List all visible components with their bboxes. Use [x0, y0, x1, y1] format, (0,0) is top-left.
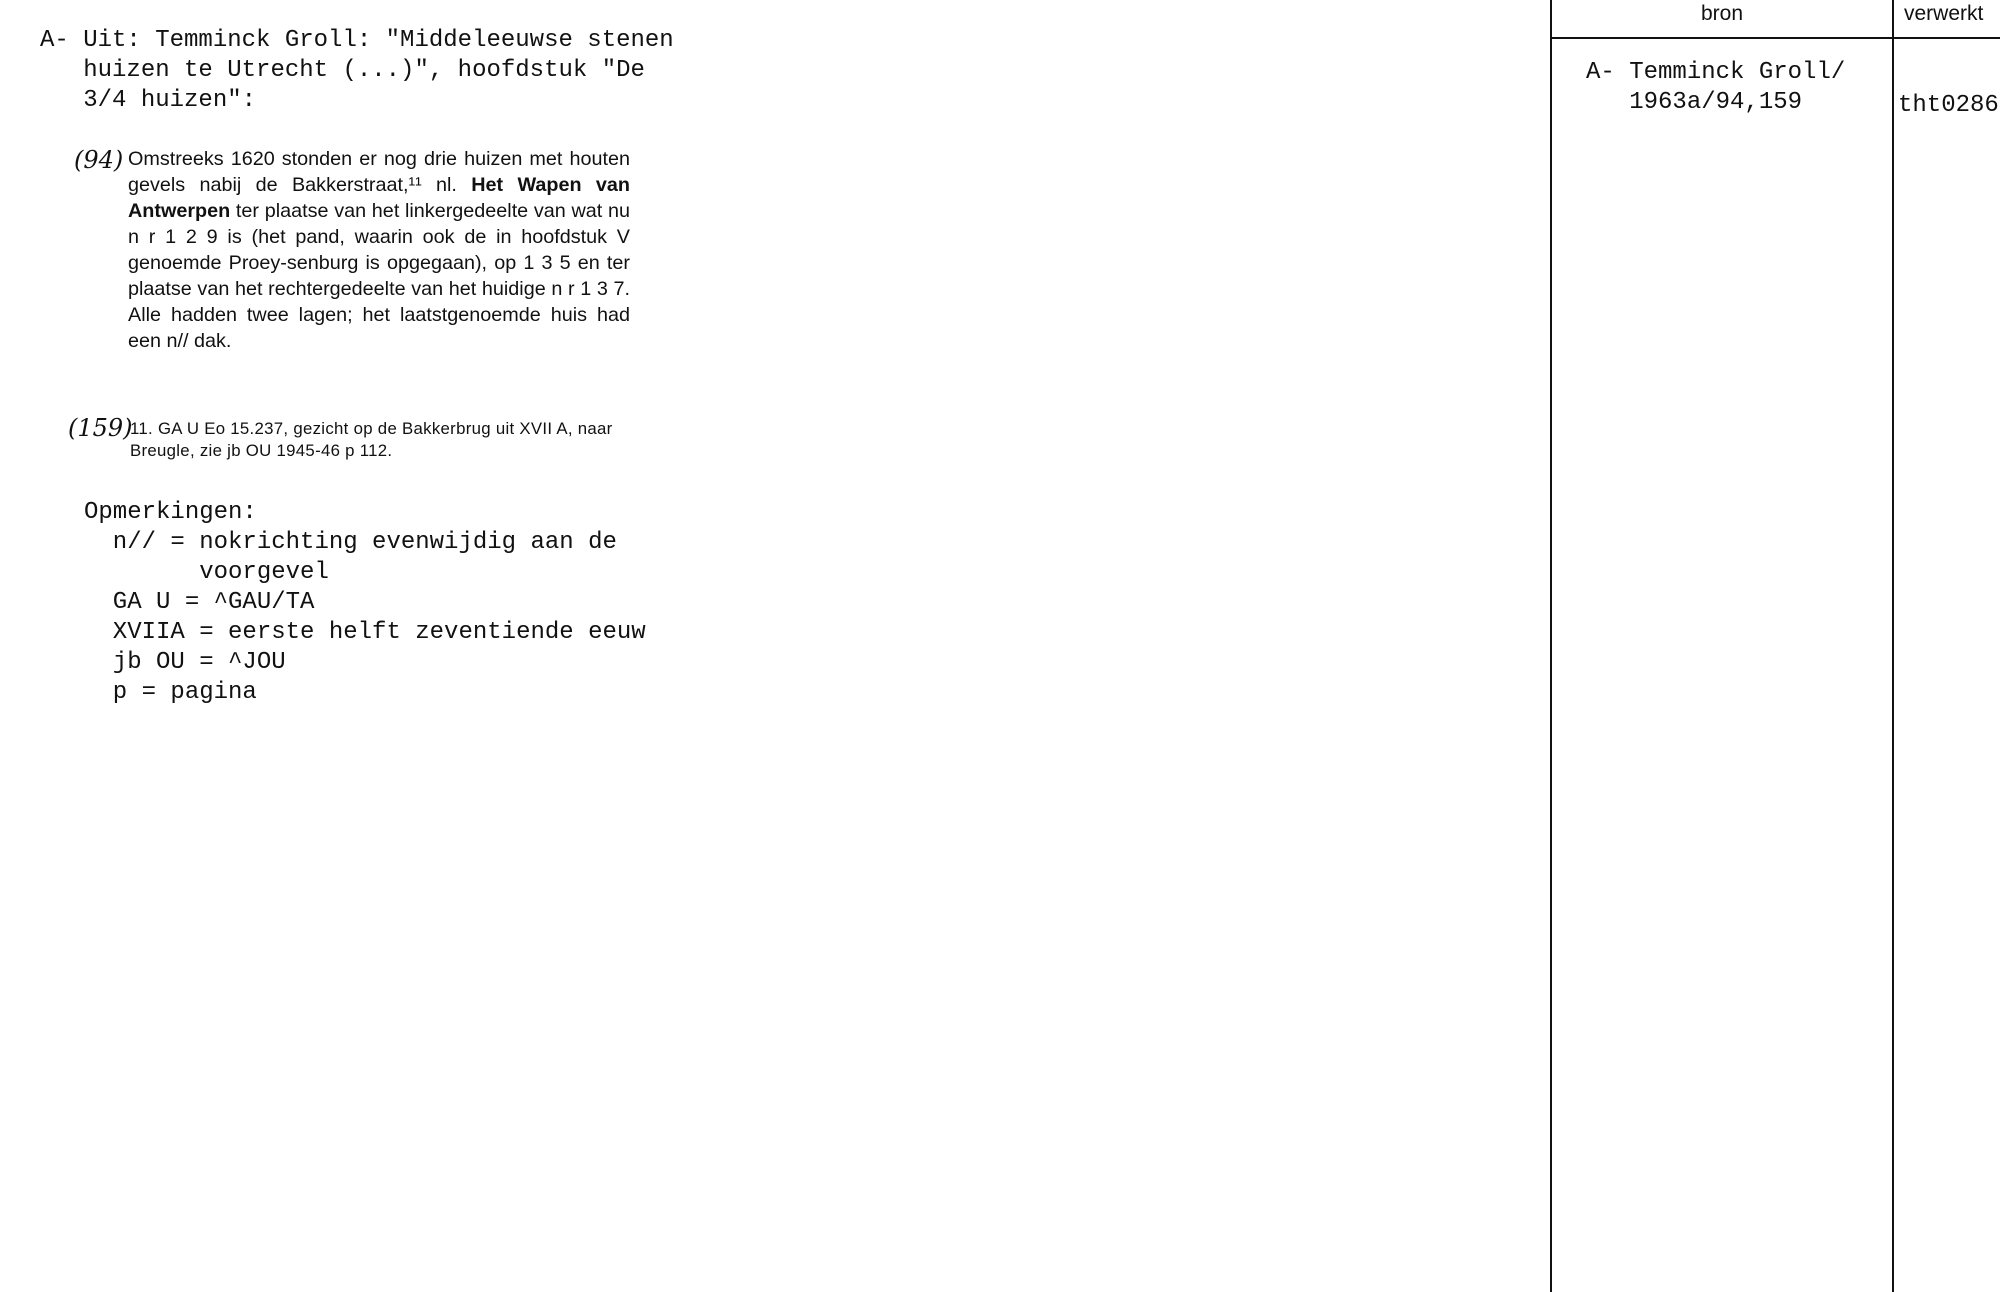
reference-code: tht0286: [1898, 92, 1999, 119]
source-line-1: A- Temminck Groll/: [1586, 59, 1846, 86]
heading-line-3: 3/4 huizen":: [40, 87, 257, 114]
heading-line-2: huizen te Utrecht (...)", hoofdstuk "De: [40, 57, 645, 84]
page-reference-mark-94: (94): [74, 146, 124, 174]
column-divider-left: [1550, 0, 1552, 1292]
remarks-section: [84, 498, 646, 708]
column-header-verwerkt: verwerkt: [1904, 2, 1984, 25]
source-line-2: 1963a/94,159: [1586, 89, 1803, 116]
header-rule: [1550, 37, 2000, 39]
column-header-bron: bron: [1700, 2, 1744, 25]
remark-line: voorgevel: [84, 559, 329, 586]
remark-line: p = pagina: [84, 679, 257, 706]
source-heading: [40, 26, 674, 116]
source-entry: [1586, 58, 1845, 118]
remark-line: XVIIA = eerste helft zeventiende eeuw: [84, 619, 646, 646]
heading-line-1: A- Uit: Temminck Groll: "Middeleeuwse stenen: [40, 27, 674, 54]
remark-line: GA U = ^GAU/TA: [84, 589, 315, 616]
footnote: 11. GA U Eo 15.237, gezicht op de Bakkerbrug uit XVII A, naar Breugle, zie jb OU 1945-46 p 112.: [130, 419, 613, 460]
page-reference-mark-159: (159): [68, 414, 133, 442]
quote-text-1: Omstreeks 1620 stonden er nog drie huizen met houten gevels nabij de Bakkerstraat,¹¹ nl.: [128, 148, 630, 196]
remark-line: n// = nokrichting evenwijdig aan de: [84, 529, 617, 556]
quote-bold-name: Het Wapen van Antwerpen: [128, 174, 631, 222]
remarks-title: Opmerkingen:: [84, 499, 257, 526]
quoted-passage: [128, 146, 630, 354]
remark-line: jb OU = ^JOU: [84, 649, 286, 676]
quote-text-2: ter plaatse van het linkergedeelte van wat nu n r 1 2 9 is (het pand, waarin ook de in hoofdstuk V genoemde Proey-senburg is opgegaan), op 1 3 5 en ter plaatse van het rechtergedeelte van het huidige n r 1 3 7. Alle hadden twee lagen; het laatstgenoemde huis had een n// dak.: [128, 200, 630, 352]
column-divider-right: [1892, 0, 1894, 1292]
